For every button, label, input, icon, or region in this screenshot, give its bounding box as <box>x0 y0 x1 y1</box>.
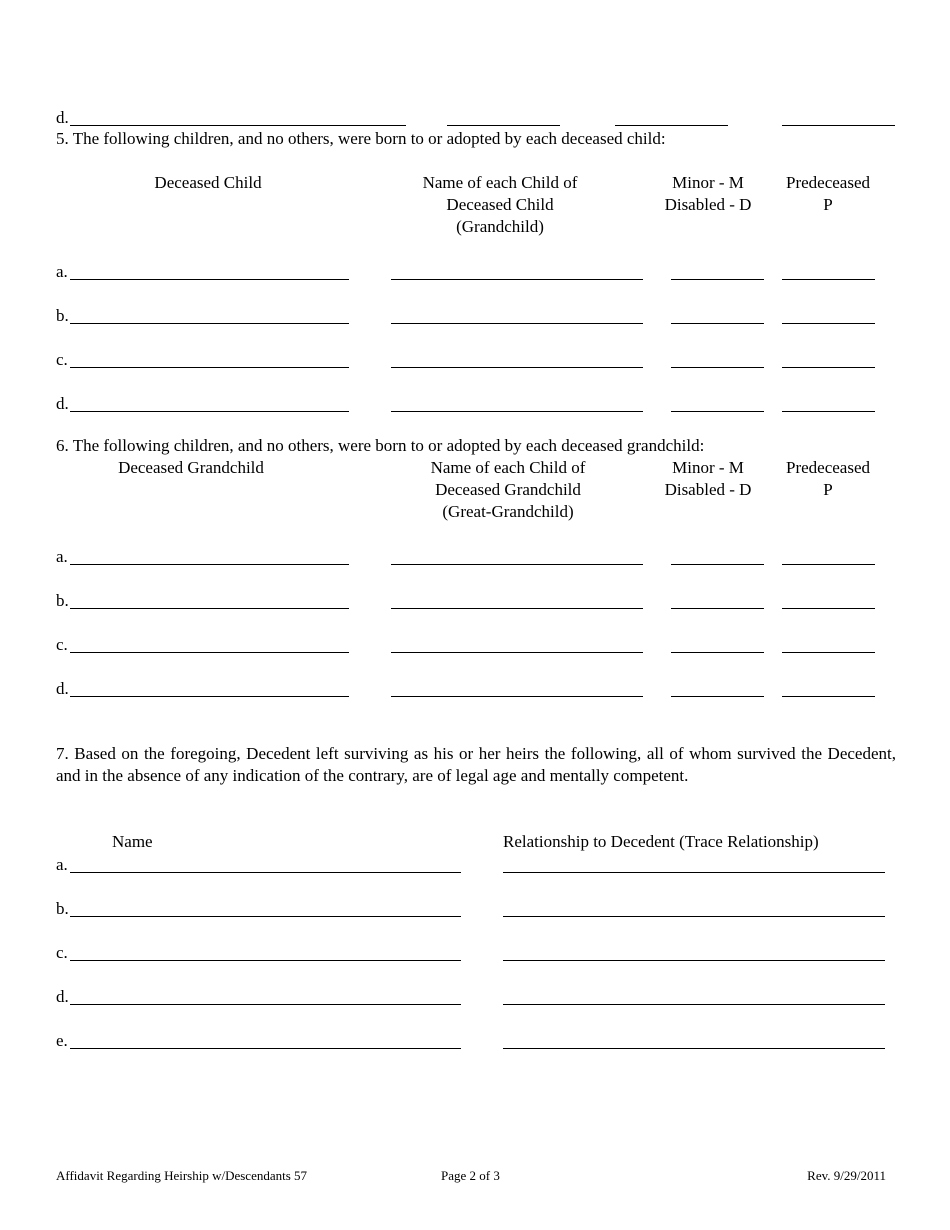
minor-disabled-field[interactable] <box>671 323 764 324</box>
row-label: c. <box>56 635 68 654</box>
row-label: d. <box>56 679 69 698</box>
header-line: Minor - M <box>672 173 744 192</box>
header-line: P <box>823 480 833 499</box>
deceased-child-field[interactable] <box>70 323 349 324</box>
grandchild-name-field[interactable] <box>391 411 643 412</box>
row-label: b. <box>56 306 69 325</box>
column-header-name: Name <box>112 832 153 851</box>
header-line: (Great-Grandchild) <box>442 502 574 521</box>
predeceased-field[interactable] <box>782 564 875 565</box>
row-label: a. <box>56 855 68 874</box>
great-grandchild-name-field[interactable] <box>391 696 643 697</box>
column-header-predeceased <box>768 172 888 216</box>
footer-revision-date: Rev. 9/29/2011 <box>807 1168 886 1183</box>
deceased-grandchild-field[interactable] <box>70 696 349 697</box>
heir-name-field[interactable] <box>70 960 461 961</box>
minor-disabled-field[interactable] <box>671 696 764 697</box>
great-grandchild-name-field[interactable] <box>391 564 643 565</box>
header-line: Name of each Child of <box>422 173 578 192</box>
heir-name-field[interactable] <box>70 872 461 873</box>
row-label: a. <box>56 262 68 281</box>
header-line: P <box>823 195 833 214</box>
heir-name-field[interactable] <box>70 1004 461 1005</box>
column-header-predeceased <box>768 457 888 501</box>
deceased-child-field[interactable] <box>70 411 349 412</box>
footer-page-number: Page 2 of 3 <box>441 1168 500 1183</box>
predeceased-field[interactable] <box>782 323 875 324</box>
row-label: b. <box>56 899 69 918</box>
predeceased-field[interactable] <box>782 367 875 368</box>
column-header-minor-disabled <box>648 172 768 216</box>
column-header-grandchild-name <box>390 172 610 238</box>
predeceased-field[interactable] <box>782 652 875 653</box>
deceased-grandchild-field[interactable] <box>70 652 349 653</box>
header-line: Disabled - D <box>664 480 752 499</box>
great-grandchild-name-field[interactable] <box>391 652 643 653</box>
deceased-grandchild-field[interactable] <box>70 564 349 565</box>
header-line: Name of each Child of <box>430 458 586 477</box>
header-line: Minor - M <box>672 458 744 477</box>
predeceased-field[interactable] <box>782 279 875 280</box>
minor-disabled-field[interactable] <box>671 279 764 280</box>
column-header-minor-disabled <box>648 457 768 501</box>
relationship-field[interactable] <box>503 916 885 917</box>
deceased-grandchild-field[interactable] <box>70 608 349 609</box>
section-paragraph: 7. Based on the foregoing, Decedent left surviving as his or her heirs the following, all of whom survived the Decedent, and in the absence of any indication of the contrary, are of legal age and mentally competent. <box>56 744 896 785</box>
header-line: Deceased Child <box>446 195 554 214</box>
row-label: e. <box>56 1031 68 1050</box>
great-grandchild-name-field[interactable] <box>391 608 643 609</box>
footer-form-title: Affidavit Regarding Heirship w/Descendants 57 <box>56 1168 308 1183</box>
heir-name-field[interactable] <box>70 1048 461 1049</box>
row-label: a. <box>56 547 68 566</box>
header-line: Deceased Grandchild <box>435 480 581 499</box>
header-line: Predeceased <box>785 458 870 477</box>
blank-line[interactable] <box>782 125 895 126</box>
grandchild-name-field[interactable] <box>391 323 643 324</box>
column-header-deceased-child: Deceased Child <box>154 173 262 192</box>
blank-line[interactable] <box>70 125 406 126</box>
grandchild-name-field[interactable] <box>391 279 643 280</box>
header-line: Disabled - D <box>664 195 752 214</box>
header-line: (Grandchild) <box>456 217 544 236</box>
predeceased-field[interactable] <box>782 696 875 697</box>
row-label: b. <box>56 591 69 610</box>
row-label: d. <box>56 394 69 413</box>
minor-disabled-field[interactable] <box>671 564 764 565</box>
predeceased-field[interactable] <box>782 411 875 412</box>
blank-line[interactable] <box>447 125 560 126</box>
blank-line[interactable] <box>615 125 728 126</box>
row-label: c. <box>56 350 68 369</box>
column-header-great-grandchild-name <box>398 457 618 523</box>
heir-name-field[interactable] <box>70 916 461 917</box>
predeceased-field[interactable] <box>782 608 875 609</box>
deceased-child-field[interactable] <box>70 279 349 280</box>
relationship-field[interactable] <box>503 872 885 873</box>
minor-disabled-field[interactable] <box>671 608 764 609</box>
row-label: d. <box>56 987 69 1006</box>
minor-disabled-field[interactable] <box>671 367 764 368</box>
column-header-deceased-grandchild: Deceased Grandchild <box>118 458 264 477</box>
minor-disabled-field[interactable] <box>671 411 764 412</box>
grandchild-name-field[interactable] <box>391 367 643 368</box>
relationship-field[interactable] <box>503 1004 885 1005</box>
header-line: Predeceased <box>785 173 870 192</box>
section-heading: 5. The following children, and no others, were born to or adopted by each deceased child: <box>56 129 666 148</box>
minor-disabled-field[interactable] <box>671 652 764 653</box>
relationship-field[interactable] <box>503 1048 885 1049</box>
relationship-field[interactable] <box>503 960 885 961</box>
deceased-child-field[interactable] <box>70 367 349 368</box>
section-heading: 6. The following children, and no others, were born to or adopted by each deceased grandchild: <box>56 436 705 455</box>
column-header-relationship: Relationship to Decedent (Trace Relationship) <box>503 832 819 851</box>
row-label: d. <box>56 108 69 127</box>
row-label: c. <box>56 943 68 962</box>
